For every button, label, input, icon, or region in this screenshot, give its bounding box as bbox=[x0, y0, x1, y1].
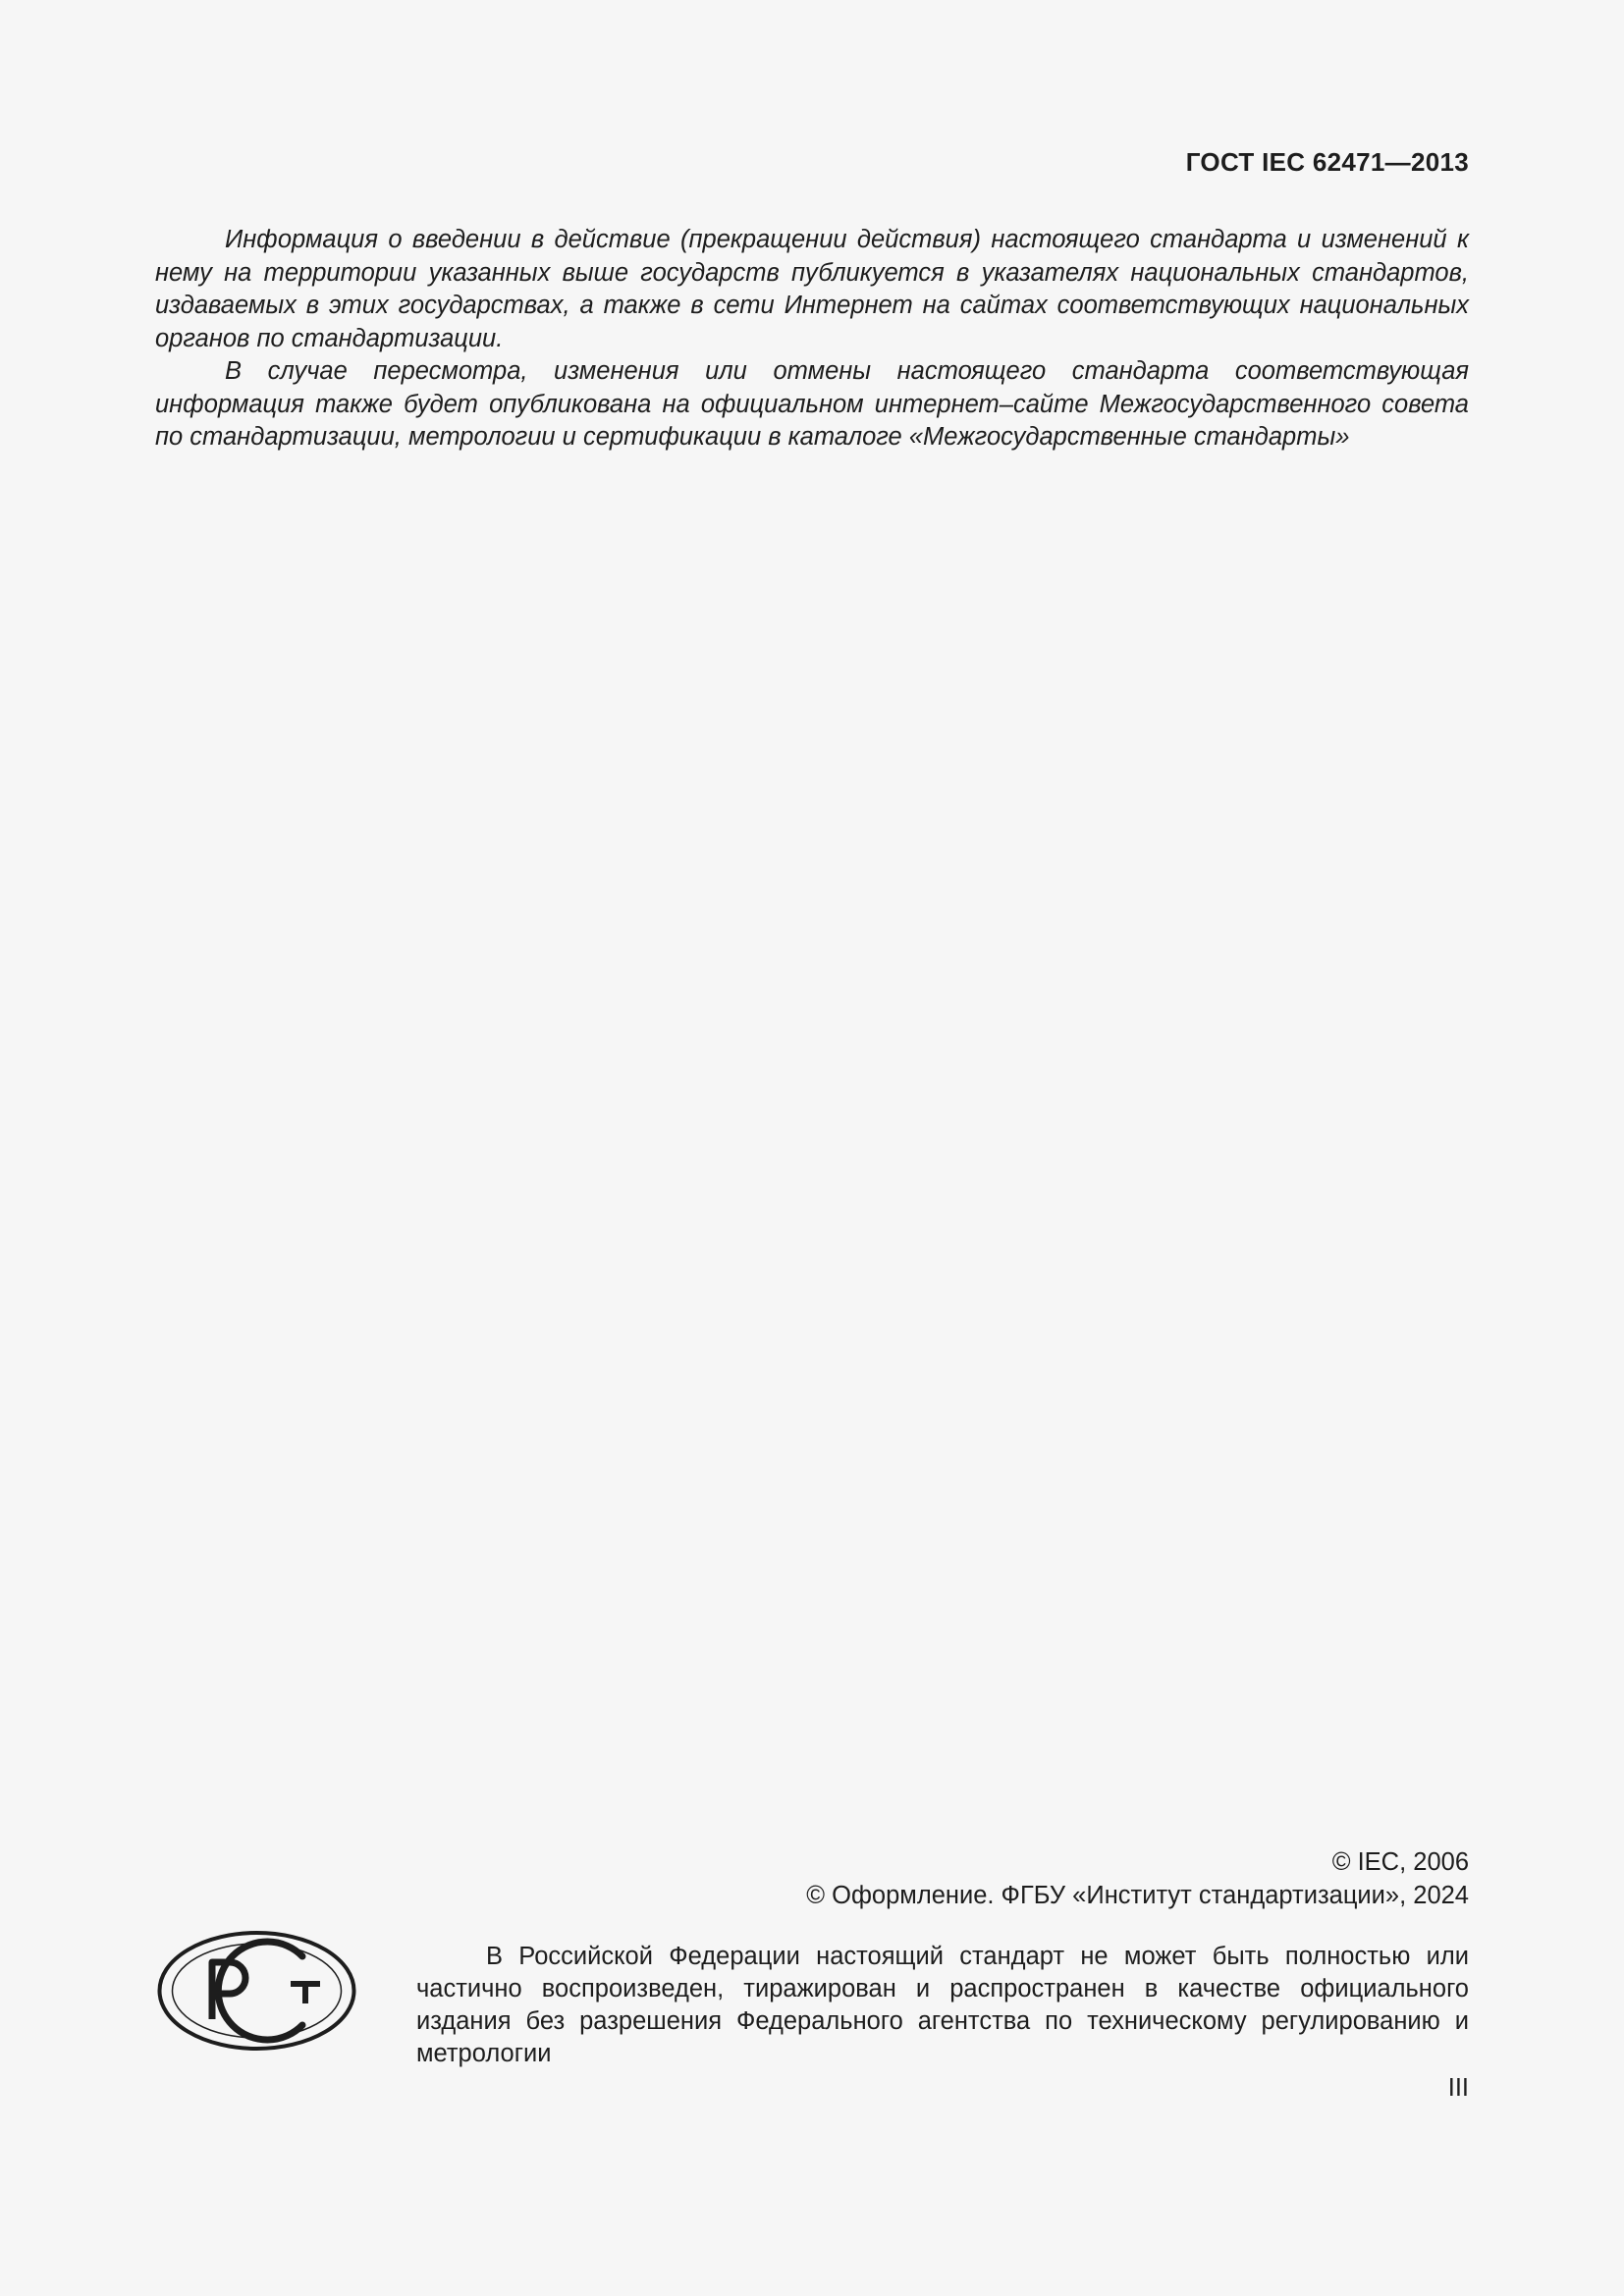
legal-notice-text: В Российской Федерации настоящий стандарт не может быть полностью или частично воспроизведен, тиражирован и распространен в качестве официального издания без разрешения Федерального агентства по техническому регулированию и метрологии bbox=[416, 1943, 1469, 2067]
copyright-iec: © IEC, 2006 bbox=[1331, 1848, 1469, 1876]
copyright-block bbox=[806, 1845, 1469, 1912]
body-text bbox=[155, 224, 1469, 454]
document-code: ГОСТ IEC 62471—2013 bbox=[1185, 147, 1469, 177]
legal-notice bbox=[416, 1941, 1469, 2070]
paragraph-revision-info: В случае пересмотра, изменения или отмены настоящего стандарта соответствующая информация также будет опубликована на официальном интернет–сайте Межгосударственного совета по стандартизации, метрологии и сертификации в каталоге «Межгосударственные стандарты» bbox=[155, 357, 1469, 451]
rst-certification-mark-icon bbox=[155, 1929, 358, 2053]
paragraph-publication-info: Информация о введении в действие (прекращении действия) настоящего стандарта и изменений к нему на территории указанных выше государств публикуется в указателях национальных стандартов, издаваемых в этих государствах, а также в сети Интернет на сайтах соответствующих национальных органов по стандартизации. bbox=[155, 226, 1469, 352]
copyright-design: © Оформление. ФГБУ «Институт стандартизации», 2024 bbox=[806, 1882, 1469, 1909]
page-number: III bbox=[1447, 2074, 1469, 2102]
